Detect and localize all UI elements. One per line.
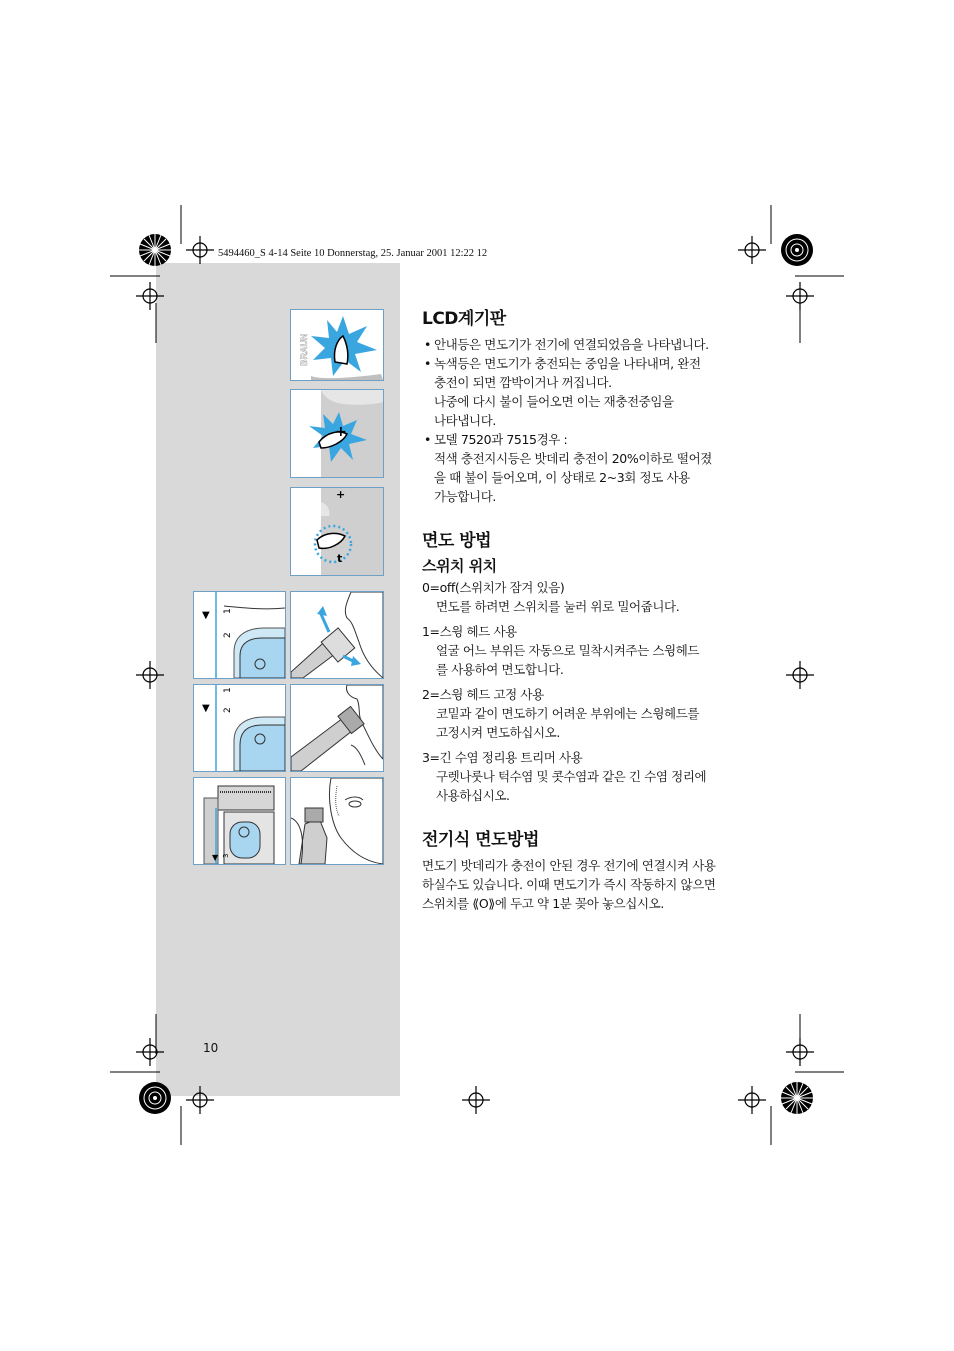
figure-indicator-charge [290, 389, 384, 478]
print-header-line: 5494460_S 4-14 Seite 10 Donnerstag, 25. Januar 2001 12:22 12 [218, 248, 488, 259]
position-marker: ▼ [212, 853, 219, 862]
indicator-blinking-icon [291, 488, 383, 575]
position-digit-3: 3 [222, 853, 230, 858]
plus-symbol: + [335, 424, 347, 440]
shaving-section-title: 면도 방법 [422, 531, 492, 551]
bullet-icon: • [424, 432, 431, 447]
electric-section-title: 전기식 면도방법 [422, 830, 539, 850]
plus-symbol-small: + [336, 488, 346, 501]
content-column [422, 304, 752, 913]
position-digit-1: 1 [223, 687, 233, 693]
bullet-icon: • [424, 356, 431, 371]
figure-switch-position-1 [193, 591, 286, 679]
figure-swing-head-use [290, 591, 384, 679]
minus-symbol-small: t [337, 552, 343, 565]
figure-trimmer-use [290, 777, 384, 865]
position-digit-1: 1 [223, 608, 233, 614]
brand-logo: BRAUN [299, 333, 309, 366]
indicator-light-flash-icon [291, 310, 383, 380]
lcd-section-title: LCD계기판 [422, 309, 506, 329]
list-item: • 모델 7520과 7515경우 : 적색 충전지시등은 밧데리 충전이 20%이하로 떨어졌 을 때 불이 들어오며, 이 상태로 2~3회 정도 사용 가능합니다. [424, 432, 712, 504]
figure-switch-position-3 [193, 777, 286, 865]
page-number: 10 [203, 1041, 219, 1055]
switch-position-subtitle: 스위치 위치 [422, 557, 497, 575]
figure-indicator-flash [290, 309, 384, 381]
position-marker: ▼ [202, 703, 210, 714]
switch-item-3: 3=긴 수염 정리용 트리머 사용 구렛나룻나 턱수염 및 콧수염과 같은 긴 수염 정리에 사용하십시오. [422, 750, 707, 803]
position-digit-2: 2 [223, 707, 233, 713]
lcd-bullet-list [422, 335, 752, 506]
figure-fixed-head-use [290, 684, 384, 772]
indicator-charge-plus-icon [291, 390, 383, 477]
figure-indicator-blink [290, 487, 384, 576]
position-digit-2: 2 [223, 632, 233, 638]
switch-item-0: 0=off(스위치가 잠겨 있음) 면도를 하려면 스위치를 눌러 위로 밀어줍니다. [422, 580, 680, 614]
electric-paragraph: 면도기 밧데리가 충전이 안된 경우 전기에 연결시켜 사용 하실수도 있습니다. 이때 면도기가 즉시 작동하지 않으면 스위치를 ⟪O⟫에 두고 약 1분 꽂아 놓으십시오. [422, 858, 716, 911]
switch-item-1: 1=스윙 헤드 사용 얼굴 어느 부위든 자동으로 밀착시켜주는 스윙헤드 를 사용하여 면도합니다. [422, 624, 700, 677]
list-item: • 안내등은 면도기가 전기에 연결되었음을 나타냅니다. [424, 337, 709, 352]
position-marker: ▼ [202, 610, 210, 621]
figure-switch-position-2 [193, 684, 286, 772]
switch-item-2: 2=스윙 헤드 고정 사용 코밑과 같이 면도하기 어려운 부위에는 스윙헤드를 고정시켜 면도하십시오. [422, 687, 700, 740]
bullet-icon: • [424, 337, 431, 352]
list-item: • 녹색등은 면도기가 충전되는 중임을 나타내며, 완전 충전이 되면 깜박이거나 꺼집니다. 나중에 다시 불이 들어오면 이는 재충전중임을 나타냅니다. [424, 356, 701, 428]
